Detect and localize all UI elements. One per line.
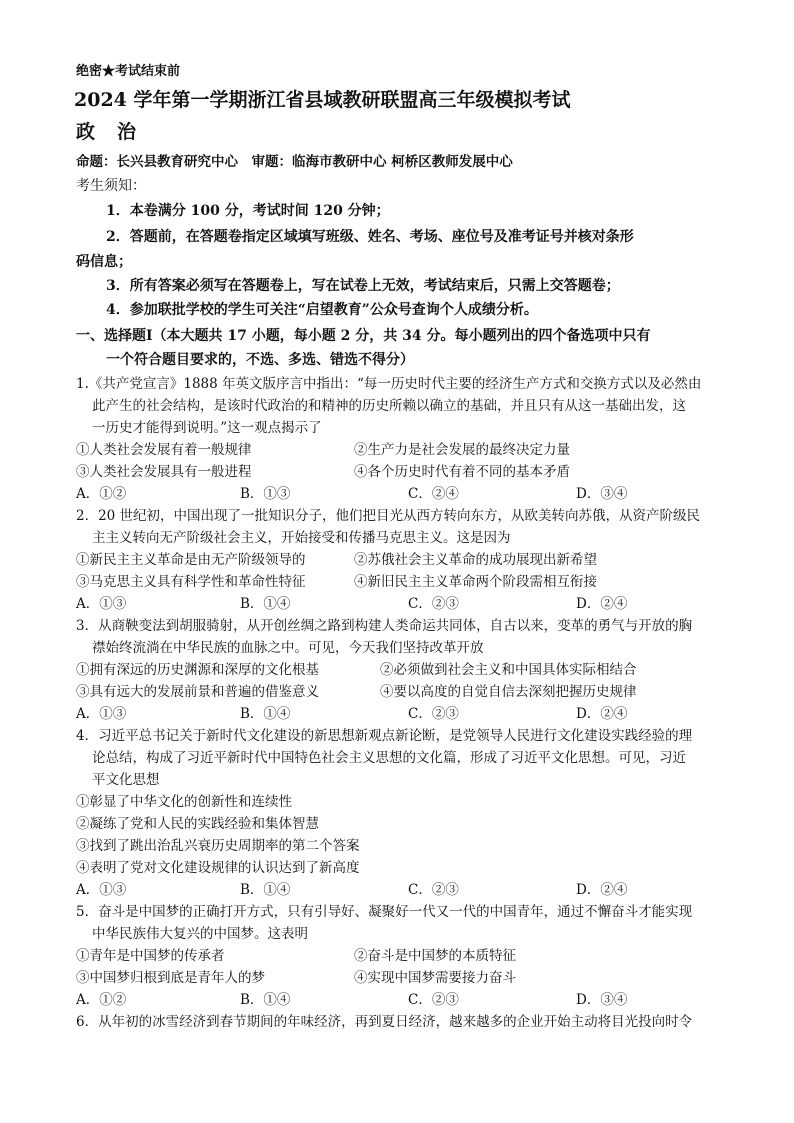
answer-option: C．②③ bbox=[408, 596, 459, 612]
question-stem: 平文化思想 bbox=[92, 772, 160, 788]
question-item: ③具有远大的发展前景和普遍的借鉴意义 bbox=[76, 684, 319, 700]
answer-option: D．②④ bbox=[576, 706, 628, 722]
question-item: ②生产力是社会发展的最终决定力量 bbox=[354, 442, 570, 458]
answer-option: B．①③ bbox=[240, 486, 291, 502]
answer-option: C．②③ bbox=[408, 992, 459, 1008]
section-heading-cont: 一个符合题目要求的，不选、多选、错选不得分） bbox=[106, 352, 414, 368]
question-item: ①人类社会发展有着一般规律 bbox=[76, 442, 252, 458]
answer-option: D．②④ bbox=[576, 596, 628, 612]
question-stem: 4．习近平总书记关于新时代文化建设的新思想新观点新论断，是党领导人民进行文化建设实践经验的理 bbox=[76, 728, 693, 744]
question-item: ④要以高度的自觉自信去深刻把握历史规律 bbox=[380, 684, 637, 700]
question-item: ①拥有深远的历史渊源和深厚的文化根基 bbox=[76, 662, 319, 678]
answer-option: D．③④ bbox=[576, 992, 628, 1008]
confidential-label: 绝密★考试结束前 bbox=[76, 64, 181, 79]
answer-option: C．②④ bbox=[408, 486, 459, 502]
question-item: ④实现中国梦需要接力奋斗 bbox=[354, 970, 516, 986]
question-stem: 2．20 世纪初，中国出现了一批知识分子，他们把目光从西方转向东方，从欧美转向苏俄，从资产阶级民 bbox=[76, 508, 701, 524]
answer-option: C．②③ bbox=[408, 882, 459, 898]
answer-option: B．①④ bbox=[240, 596, 291, 612]
section-heading: 一、选择题Ⅰ（本大题共 17 小题，每小题 2 分，共 34 分。每小题列出的四个备选项中只有 bbox=[76, 328, 651, 344]
notice-item: 1．本卷满分 100 分，考试时间 120 分钟； bbox=[106, 203, 390, 219]
authors-line: 命题：长兴县教育研究中心 审题：临海市教研中心 柯桥区教师发展中心 bbox=[76, 154, 513, 170]
notice-item: 4．参加联批学校的学生可关注“启望教育”公众号查询个人成绩分析。 bbox=[106, 302, 538, 318]
question-item: ③中国梦归根到底是青年人的梦 bbox=[76, 970, 265, 986]
question-item: ④表明了党对文化建设规律的认识达到了新高度 bbox=[76, 860, 360, 876]
question-item: ①青年是中国梦的传承者 bbox=[76, 948, 225, 964]
answer-option: A．①③ bbox=[76, 596, 127, 612]
question-item: ①彰显了中华文化的创新性和连续性 bbox=[76, 794, 292, 810]
answer-option: A．①② bbox=[76, 486, 127, 502]
question-item: ④各个历史时代有着不同的基本矛盾 bbox=[354, 464, 570, 480]
answer-option: D．②④ bbox=[576, 882, 628, 898]
question-item: ④新旧民主主义革命两个阶段需相互衔接 bbox=[354, 574, 597, 590]
question-item: ②必须做到社会主义和中国具体实际相结合 bbox=[380, 662, 637, 678]
question-item: ②苏俄社会主义革命的成功展现出新希望 bbox=[354, 552, 597, 568]
question-stem: 1.《共产党宣言》1888 年英文版序言中指出：“每一历史时代主要的经济生产方式和交换方式以及必然由 bbox=[76, 376, 702, 392]
answer-option: B．①④ bbox=[240, 992, 291, 1008]
subject-title: 政治 bbox=[76, 121, 159, 143]
question-stem: 6．从年初的冰雪经济到春节期间的年味经济，再到夏日经济，越来越多的企业开始主动将目光投向时令 bbox=[76, 1014, 693, 1030]
answer-option: C．②③ bbox=[408, 706, 459, 722]
question-item: ②凝练了党和人民的实践经验和集体智慧 bbox=[76, 816, 319, 832]
notice-item: 3．所有答案必须写在答题卷上，写在试卷上无效，考试结束后，只需上交答题卷； bbox=[106, 278, 620, 294]
question-item: ②奋斗是中国梦的本质特征 bbox=[354, 948, 516, 964]
answer-option: A．①③ bbox=[76, 706, 127, 722]
question-stem: 襟始终流淌在中华民族的血脉之中。可见，今天我们坚持改革开放 bbox=[92, 640, 484, 656]
exam-title: 2024 学年第一学期浙江省县域教研联盟高三年级模拟考试 bbox=[74, 89, 571, 111]
notice-item: 2．答题前，在答题卷指定区域填写班级、姓名、考场、座位号及准考证号并核对条形 bbox=[106, 229, 634, 245]
question-item: ③马克思主义具有科学性和革命性特征 bbox=[76, 574, 306, 590]
question-item: ①新民主主义革命是由无产阶级领导的 bbox=[76, 552, 306, 568]
question-stem: 一历史才能得到说明。”这一观点揭示了 bbox=[92, 420, 322, 436]
answer-option: D．③④ bbox=[576, 486, 628, 502]
question-stem: 3．从商鞅变法到胡服骑射，从开创丝绸之路到构建人类命运共同体，自古以来，变革的勇气与开放的胸 bbox=[76, 618, 693, 634]
question-item: ③找到了跳出治乱兴衰历史周期率的第二个答案 bbox=[76, 838, 360, 854]
notice-item: 码信息； bbox=[76, 254, 132, 270]
question-stem: 主主义转向无产阶级社会主义，开始接受和传播马克思主义。这是因为 bbox=[92, 530, 511, 546]
notice-heading: 考生须知： bbox=[76, 178, 146, 194]
answer-option: A．①② bbox=[76, 992, 127, 1008]
question-stem: 中华民族伟大复兴的中国梦。这表明 bbox=[92, 926, 308, 942]
question-item: ③人类社会发展具有一般进程 bbox=[76, 464, 252, 480]
question-stem: 5．奋斗是中国梦的正确打开方式，只有引导好、凝聚好一代又一代的中国青年，通过不懈奋斗才能实现 bbox=[76, 904, 693, 920]
answer-option: B．①④ bbox=[240, 882, 291, 898]
answer-option: B．①④ bbox=[240, 706, 291, 722]
question-stem: 此产生的社会结构，是该时代政治的和精神的历史所赖以确立的基础，并且只有从这一基础出发，这 bbox=[92, 398, 686, 414]
question-stem: 论总结，构成了习近平新时代中国特色社会主义思想的文化篇，形成了习近平文化思想。可见，习近 bbox=[92, 750, 686, 766]
answer-option: A．①③ bbox=[76, 882, 127, 898]
